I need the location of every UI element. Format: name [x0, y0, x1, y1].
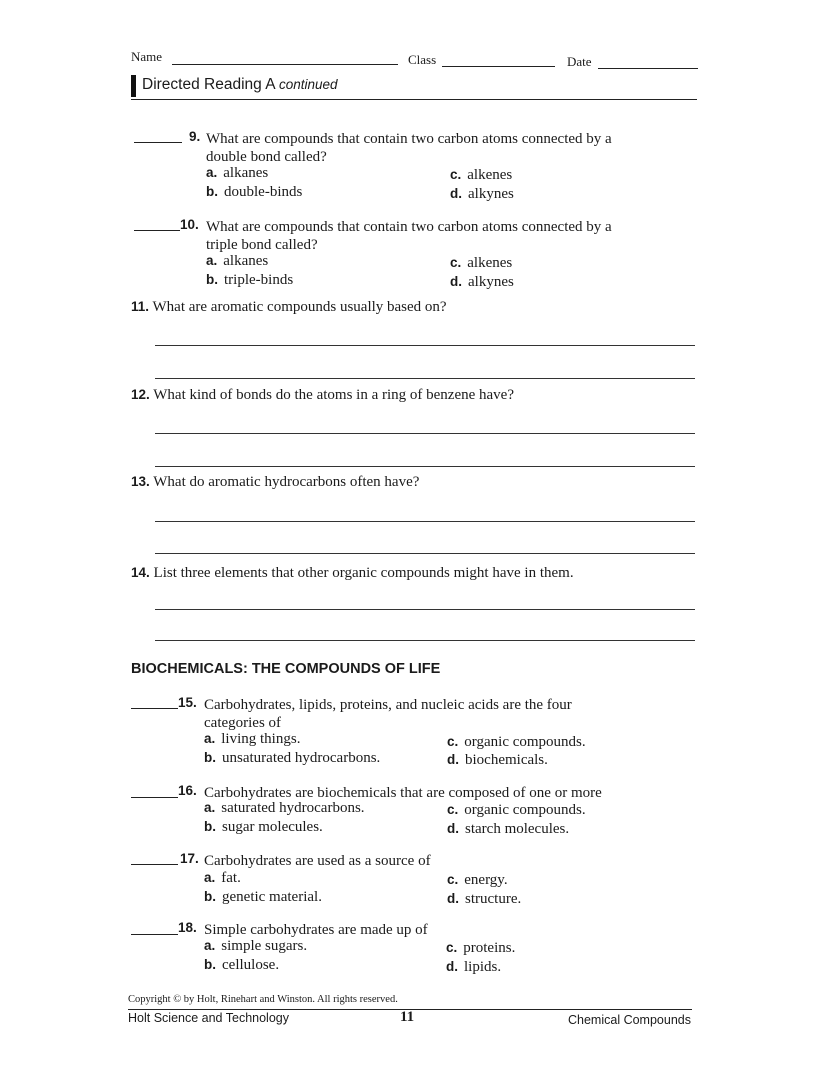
option-b[interactable]: b. unsaturated hydrocarbons. — [204, 750, 381, 766]
answer-blank-18[interactable] — [131, 934, 178, 935]
class-label: Class — [408, 52, 437, 67]
question-14: 14. List three elements that other organic compounds might have in them. — [131, 565, 574, 581]
option-c[interactable]: c. organic compounds. — [447, 734, 586, 750]
answer-line[interactable] — [155, 553, 695, 554]
answer-blank-9[interactable] — [134, 142, 182, 143]
option-a[interactable]: a. alkanes — [206, 253, 269, 269]
answer-line[interactable] — [155, 609, 695, 610]
question-number: 10. — [180, 217, 199, 232]
date-field[interactable] — [598, 68, 698, 69]
question-text: Carbohydrates are biochemicals that are composed of one or more — [204, 785, 602, 801]
option-d[interactable]: d. alkynes — [450, 274, 514, 290]
option-a[interactable]: a. saturated hydrocarbons. — [204, 800, 365, 816]
option-c[interactable]: c. alkenes — [450, 255, 513, 271]
answer-line[interactable] — [155, 378, 695, 379]
publisher: Holt Science and Technology — [128, 1011, 289, 1025]
banner-rule — [131, 99, 697, 100]
question-text: Simple carbohydrates are made up of — [204, 922, 428, 938]
option-c[interactable]: c. proteins. — [446, 940, 516, 956]
option-a[interactable]: a. living things. — [204, 731, 301, 747]
page-number: 11 — [400, 1009, 415, 1025]
question-text: What are compounds that contain two carbon atoms connected by a double bond called? — [206, 131, 612, 165]
banner-title: Directed Reading A — [142, 76, 275, 93]
option-a[interactable]: a. simple sugars. — [204, 938, 308, 954]
date-label: Date — [567, 54, 592, 69]
question-text: Carbohydrates, lipids, proteins, and nucleic acids are the four categories of — [204, 697, 572, 731]
answer-line[interactable] — [155, 640, 695, 641]
name-field[interactable] — [172, 64, 398, 65]
option-b[interactable]: b. triple-binds — [206, 272, 294, 288]
option-a[interactable]: a. fat. — [204, 870, 241, 886]
option-d[interactable]: d. starch molecules. — [447, 821, 570, 837]
answer-blank-10[interactable] — [134, 230, 180, 231]
answer-blank-16[interactable] — [131, 797, 178, 798]
answer-blank-15[interactable] — [131, 708, 178, 709]
question-text: What are compounds that contain two carbon atoms connected by a triple bond called? — [206, 219, 612, 253]
chapter-title: Chemical Compounds — [568, 1013, 691, 1027]
banner-bar — [131, 75, 136, 97]
question-number: 17. — [180, 851, 199, 866]
option-d[interactable]: d. alkynes — [450, 186, 514, 202]
question-13: 13. What do aromatic hydrocarbons often have? — [131, 474, 420, 490]
answer-line[interactable] — [155, 466, 695, 467]
question-12: 12. What kind of bonds do the atoms in a ring of benzene have? — [131, 387, 514, 403]
name-label: Name — [131, 49, 163, 64]
question-number: 15. — [178, 695, 197, 710]
class-field[interactable] — [442, 66, 555, 67]
option-b[interactable]: b. cellulose. — [204, 957, 280, 973]
answer-blank-17[interactable] — [131, 864, 178, 865]
answer-line[interactable] — [155, 345, 695, 346]
question-text: Carbohydrates are used as a source of — [204, 853, 431, 869]
option-a[interactable]: a. alkanes — [206, 165, 269, 181]
answer-line[interactable] — [155, 521, 695, 522]
option-d[interactable]: d. lipids. — [446, 959, 502, 975]
option-d[interactable]: d. biochemicals. — [447, 752, 548, 768]
copyright: Copyright © by Holt, Rinehart and Winston. All rights reserved. — [128, 994, 398, 1005]
option-d[interactable]: d. structure. — [447, 891, 522, 907]
question-11: 11. What are aromatic compounds usually based on? — [131, 299, 447, 315]
question-number: 18. — [178, 920, 197, 935]
option-b[interactable]: b. genetic material. — [204, 889, 322, 905]
question-number: 9. — [189, 129, 201, 144]
option-b[interactable]: b. sugar molecules. — [204, 819, 323, 835]
option-c[interactable]: c. energy. — [447, 872, 508, 888]
section-title: BIOCHEMICALS: THE COMPOUNDS OF LIFE — [131, 661, 441, 677]
option-c[interactable]: c. alkenes — [450, 167, 513, 183]
answer-line[interactable] — [155, 433, 695, 434]
question-number: 16. — [178, 783, 197, 798]
option-b[interactable]: b. double-binds — [206, 184, 303, 200]
option-c[interactable]: c. organic compounds. — [447, 802, 586, 818]
page-banner — [142, 76, 338, 94]
banner-subtitle: continued — [279, 77, 338, 92]
